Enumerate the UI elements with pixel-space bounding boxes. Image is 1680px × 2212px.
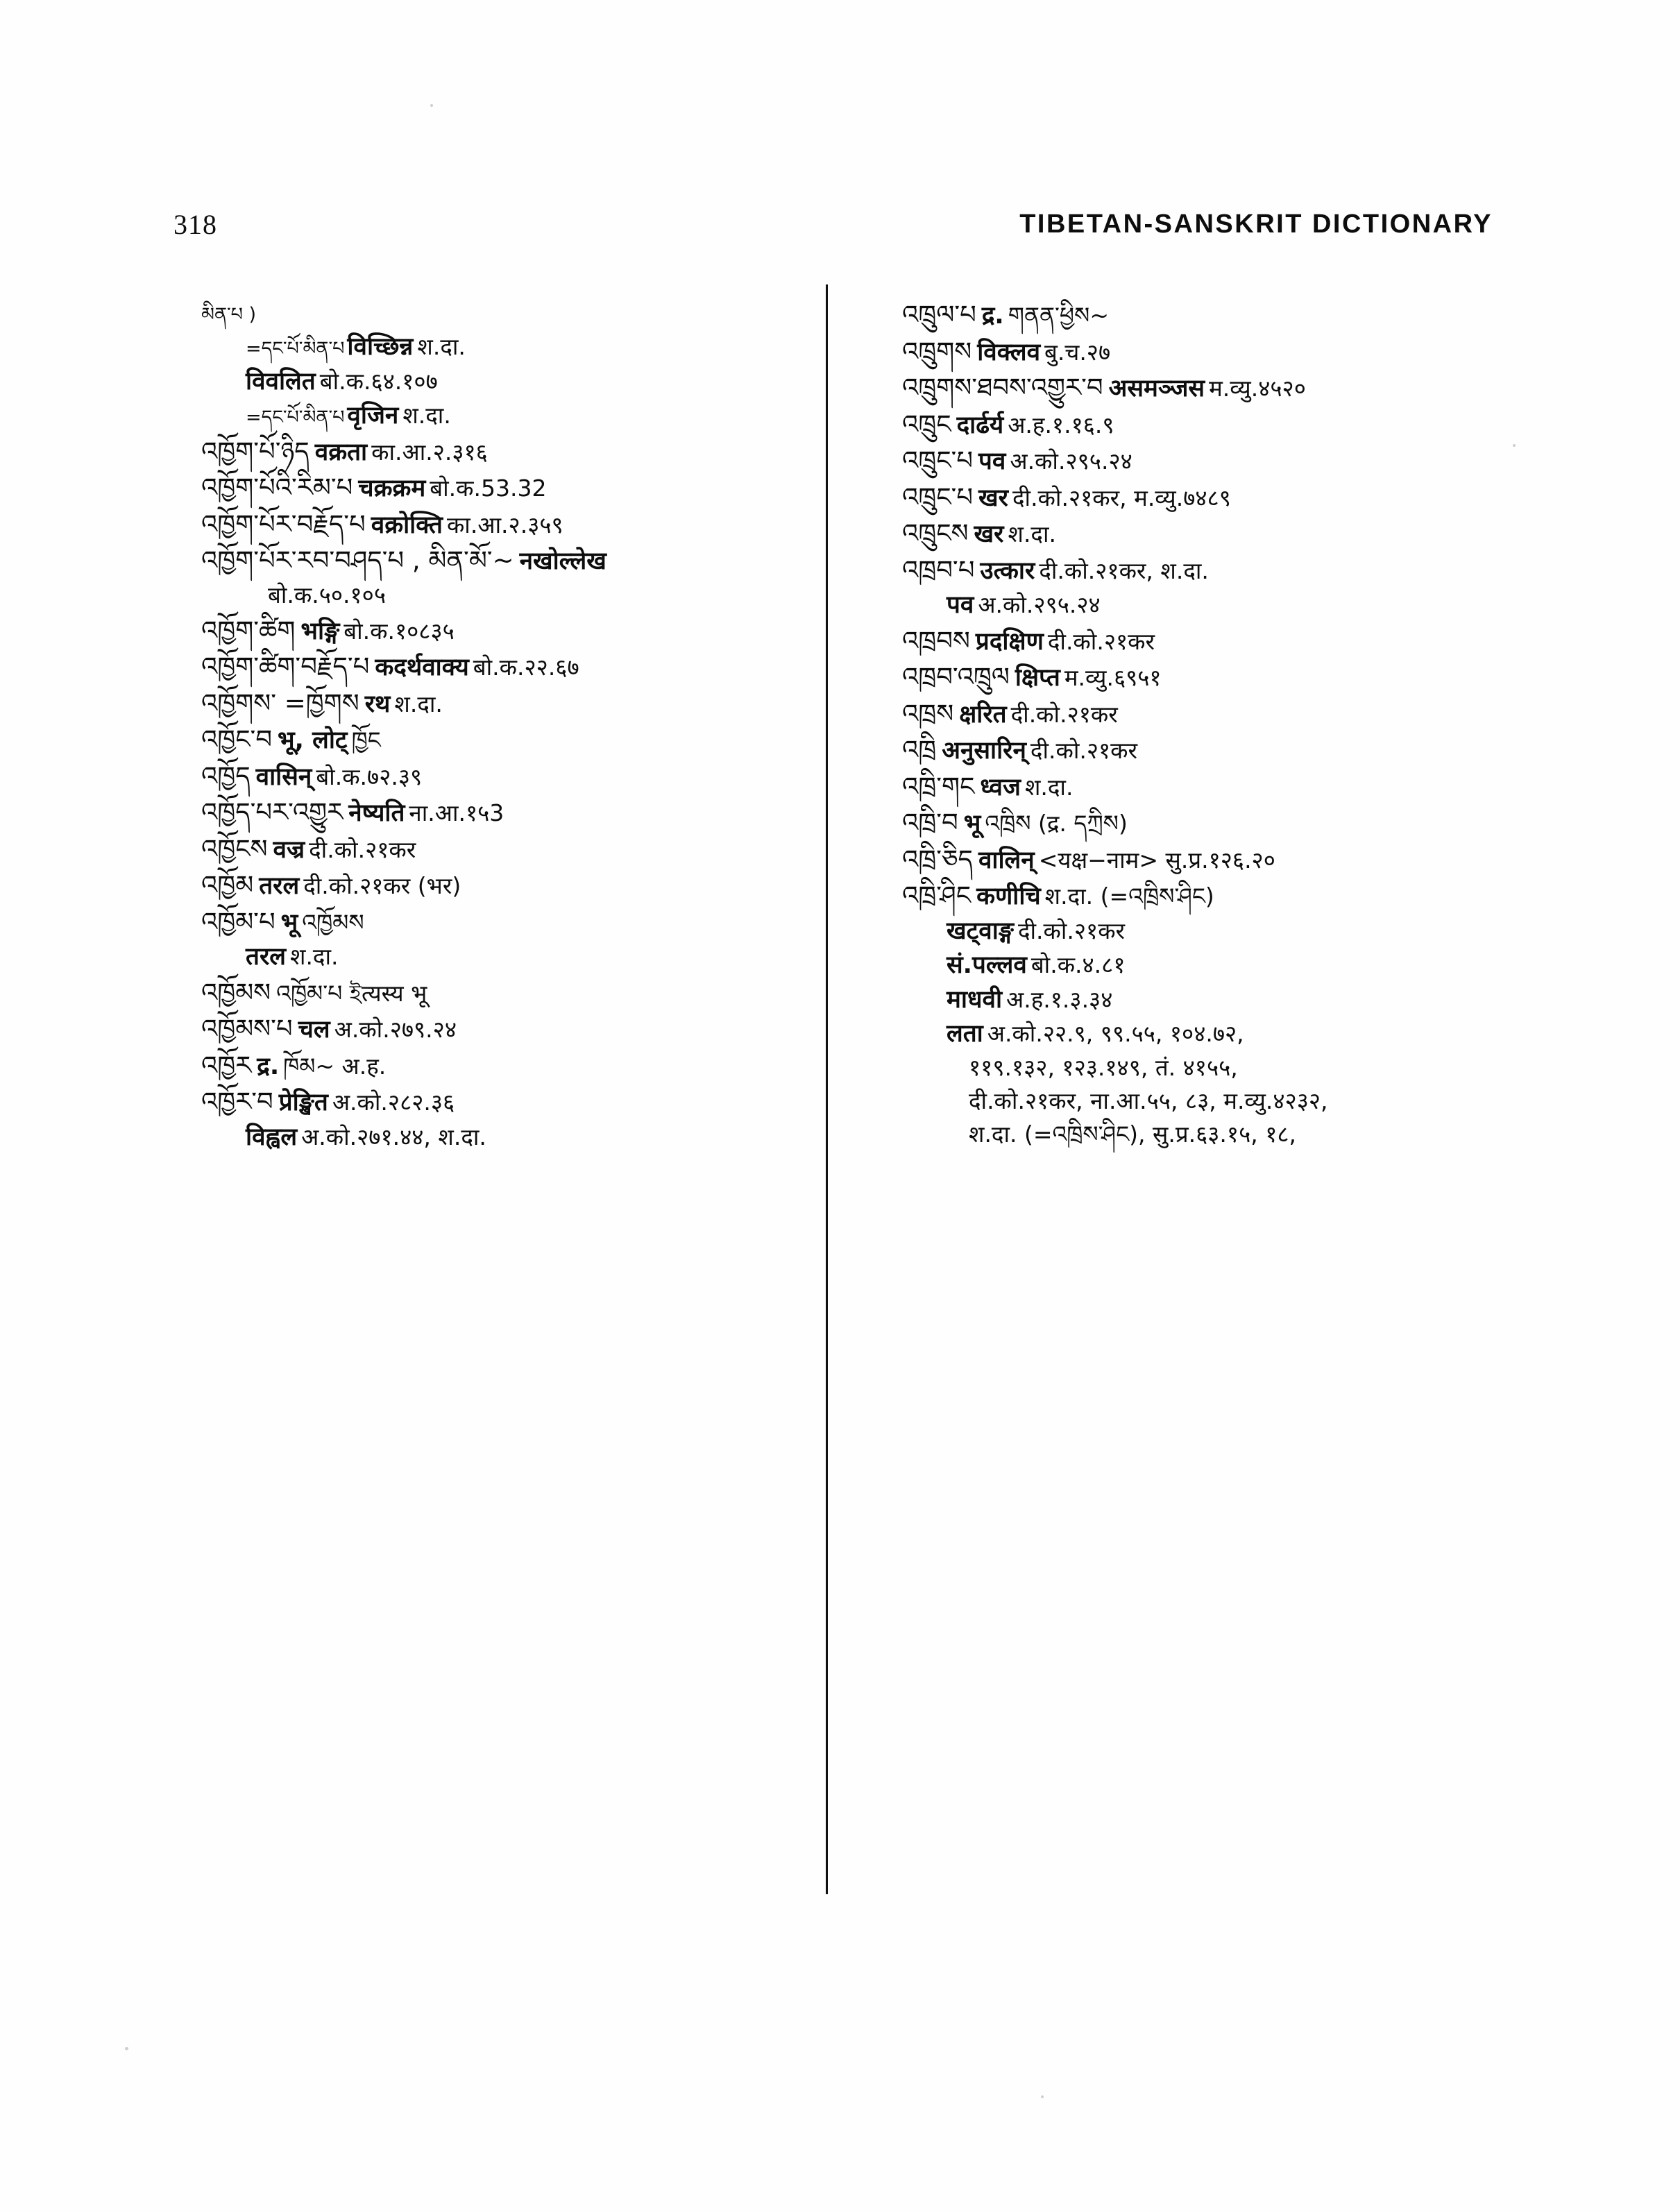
column-left	[201, 298, 784, 1887]
entry-gloss-sanskrit: द्र.	[981, 302, 1004, 330]
dictionary-entry	[902, 879, 1485, 913]
entry-gloss-sanskrit: दार्ढर्य	[956, 411, 1004, 439]
dictionary-entry	[201, 366, 784, 398]
entry-headword-tibetan: འཁྲི་ཤིང	[902, 880, 971, 910]
entry-citation-reference: बो.क.५०.१०५	[268, 581, 387, 609]
entry-gloss-sanskrit: खट्वाङ्ग	[947, 917, 1014, 945]
entry-gloss-sanskrit: वक्रोक्ति	[371, 511, 443, 539]
entry-gloss-sanskrit: अनुसारिन्	[942, 737, 1026, 765]
dictionary-entry	[902, 335, 1485, 369]
entry-headword-tibetan: འཁྲུགས	[902, 336, 972, 366]
entry-citation-reference: दी.को.२१कर	[1047, 627, 1155, 655]
dictionary-entry	[902, 408, 1485, 442]
dictionary-entry	[902, 1019, 1485, 1050]
entry-gloss-sanskrit: पव	[947, 591, 974, 619]
dictionary-entry	[902, 661, 1485, 695]
entry-headword-tibetan: འཁྲུངས	[902, 518, 969, 548]
entry-citation-reference: दी.को.२१कर	[1017, 917, 1126, 944]
entry-headword-tibetan: འཁྱོར་བ	[201, 1087, 273, 1117]
entry-headword-tibetan: འཁྱོག་ཚིག	[201, 615, 296, 645]
entry-gloss-sanskrit: भङ्गि	[300, 617, 340, 645]
entry-citation-reference: अ.को.२९५.२४	[1010, 448, 1132, 475]
dictionary-entry	[201, 869, 784, 903]
dictionary-entry	[902, 1087, 1485, 1117]
entry-citation-reference: གནན་ཕྱིས~	[1008, 302, 1109, 329]
dictionary-entry	[902, 554, 1485, 588]
entry-citation-reference: འཁྱོམ་པ ইत्यस्य भू	[276, 979, 427, 1007]
entry-headword-tibetan: འཁྱོར	[201, 1050, 252, 1080]
dictionary-entry	[201, 298, 784, 329]
dictionary-entry	[201, 614, 784, 648]
dictionary-entry	[201, 905, 784, 939]
dictionary-entry	[201, 942, 784, 973]
entry-citation-reference: बो.क.१०८३५	[343, 617, 455, 645]
dictionary-entry	[902, 697, 1485, 731]
entry-gloss-sanskrit: असमञ्जस	[1108, 375, 1205, 402]
entry-citation-reference: अ.ह.१.१६.९	[1008, 411, 1114, 439]
entry-citation-reference: अ.ह.१.३.३४	[1006, 985, 1113, 1013]
entry-headword-tibetan: འཁྱོམ	[201, 870, 254, 901]
entry-headword-tibetan: འཁྲས	[902, 698, 954, 729]
entry-citation-reference: श.दा.	[394, 690, 443, 717]
entry-headword-tibetan: འཁྱོག་པོར་བརྗོད་པ	[201, 509, 366, 539]
entry-headword-tibetan: འཁྱོངས	[201, 833, 268, 864]
dictionary-entry	[201, 976, 784, 1010]
entry-headword-tibetan: འཁྲི་བ	[902, 808, 958, 837]
entry-gloss-sanskrit: प्रेङ्खित	[278, 1089, 328, 1117]
entry-citation-reference: दी.को.२१कर, श.दा.	[1039, 556, 1209, 584]
dictionary-entry	[902, 1053, 1485, 1084]
entry-citation-reference: दी.को.२१कर	[309, 835, 416, 863]
entry-headword-tibetan: འཁྱོམས་པ	[201, 1014, 293, 1044]
paper-speck	[1513, 444, 1516, 447]
entry-citation-reference: ११९.१३२, १२३.१४९, तं. ४१५५,	[969, 1053, 1238, 1081]
entry-headword-tibetan: འཁྱོག་པོའི་རིམ་པ	[201, 473, 353, 503]
dictionary-entry	[902, 590, 1485, 622]
dictionary-entry	[201, 1122, 784, 1154]
dictionary-entry	[201, 508, 784, 542]
entry-gloss-sanskrit: वृजिन	[347, 402, 399, 430]
entry-headword-tibetan: འཁྱོག་པོ་ཉིད	[201, 436, 309, 466]
dictionary-entry	[902, 371, 1485, 405]
entry-headword-tibetan: འཁྲུལ་པ	[902, 300, 976, 330]
entry-citation-reference: श.दा.	[417, 333, 466, 361]
entry-citation-reference: अ.को.२७१.४४, श.दा.	[301, 1123, 486, 1150]
entry-gloss-sanskrit: विक्लव	[977, 338, 1041, 366]
dictionary-entry	[902, 950, 1485, 982]
entry-headword-tibetan: འཁྲུང	[902, 409, 951, 439]
column-right	[902, 298, 1485, 1887]
entry-gloss-sanskrit: नखोल्लेख	[519, 547, 606, 576]
entry-headword-tibetan: འཁྱོང་བ	[201, 724, 273, 755]
entry-gloss-sanskrit: चक्रक्रम	[358, 475, 426, 503]
entry-citation-reference: ཁྱོང	[351, 726, 381, 754]
entry-gloss-sanskrit: प्रदक्षिण	[975, 627, 1044, 656]
entry-gloss-sanskrit: तरल	[246, 943, 286, 971]
entry-gloss-sanskrit: भू	[963, 810, 981, 837]
entry-gloss-sanskrit: माधवी	[947, 985, 1003, 1014]
entry-citation-reference: श.दा.	[1008, 520, 1056, 547]
entry-citation-reference: बो.क.४.८१	[1030, 951, 1126, 978]
entry-headword-tibetan: འཁྲབ་པ	[902, 554, 975, 585]
column-divider-rule	[826, 284, 828, 1894]
dictionary-entry	[902, 444, 1485, 478]
dictionary-entry	[902, 843, 1485, 877]
entry-crossref-tibetan: =དང་པོ་མིན་པ	[246, 338, 345, 360]
entry-citation-reference: बो.क.53.32	[430, 475, 547, 502]
entry-gloss-sanskrit: क्षिप्त	[1015, 664, 1060, 692]
entry-gloss-sanskrit: विवलित	[246, 367, 316, 395]
entry-gloss-sanskrit: नेष्यति	[348, 799, 405, 828]
entry-gloss-sanskrit: चल	[298, 1016, 330, 1044]
dictionary-entry	[902, 481, 1485, 515]
dictionary-entry	[902, 298, 1485, 332]
dictionary-entry	[201, 400, 784, 432]
dictionary-entry	[902, 733, 1485, 767]
entry-citation-reference: दी.को.२१कर	[1010, 700, 1118, 728]
dictionary-entry	[201, 544, 784, 578]
entry-headword-tibetan: འཁྲི་གང	[902, 771, 975, 801]
entry-citation-reference: अ.को.२७९.२४	[334, 1016, 457, 1044]
entry-gloss-sanskrit: खर	[978, 484, 1008, 512]
dictionary-entry	[201, 796, 784, 830]
entry-citation-reference: श.दा.	[1024, 773, 1074, 801]
entry-citation-reference: ना.आ.१५3	[409, 799, 504, 827]
entry-gloss-sanskrit: वालिन्	[978, 846, 1035, 874]
dictionary-entry	[201, 435, 784, 469]
entry-headword-tibetan: འཁྱོད་པར་འགྱུར	[201, 797, 343, 828]
entry-gloss-sanskrit: सं.पल्लव	[947, 951, 1027, 979]
dictionary-entry	[902, 916, 1485, 948]
entry-citation-reference: दी.को.२१कर, म.व्यु.७४८९	[1012, 484, 1231, 511]
entry-headword-tibetan: འཁྲི་ཅིད	[902, 844, 973, 874]
dictionary-entry	[902, 985, 1485, 1016]
entry-headword-tibetan: འཁྲུང་པ	[902, 445, 974, 475]
dictionary-entry	[201, 1012, 784, 1046]
entry-headword-tibetan: འཁྱོག་ཚིག་བརྗོད་པ	[201, 652, 370, 682]
entry-headword-tibetan: འཁྱོད	[201, 760, 251, 791]
entry-gloss-sanskrit: ध्वज	[980, 773, 1021, 801]
entry-citation-reference: बु.च.२७	[1044, 338, 1111, 366]
page-number: 318	[173, 209, 217, 240]
entry-citation-reference: <यक्ष−नाम> सु.प्र.१२६.२०	[1038, 846, 1275, 874]
dictionary-entry	[201, 581, 784, 611]
entry-citation-reference: का.आ.२.३१६	[371, 438, 488, 466]
running-head-title: TIBETAN-SANSKRIT DICTIONARY	[1019, 210, 1493, 239]
entry-citation-reference: बो.क.६४.१०७	[319, 367, 438, 395]
paper-speck	[430, 104, 433, 107]
text-columns	[201, 298, 1506, 1887]
dictionary-entry	[902, 517, 1485, 551]
dictionary-entry	[902, 806, 1485, 840]
entry-gloss-sanskrit: रथ	[364, 690, 391, 718]
dictionary-entry	[902, 770, 1485, 804]
entry-gloss-sanskrit: वासिन्	[255, 763, 312, 791]
paper-speck	[1041, 2095, 1044, 2098]
entry-headword-tibetan: འཁྱོམ་པ	[201, 906, 275, 937]
paper-speck	[125, 2047, 128, 2050]
entry-gloss-sanskrit: लता	[947, 1020, 983, 1048]
entry-citation-reference: अ.को.२२.९, ९९.५५, १०४.७२,	[987, 1020, 1244, 1047]
entry-gloss-sanskrit: कणीचि	[976, 883, 1041, 910]
entry-headword-tibetan: འཁྲབས	[902, 625, 970, 656]
entry-gloss-sanskrit: वज्र	[273, 835, 305, 864]
entry-citation-reference: འཁྲིས (द्र. དཀྲིས)	[985, 810, 1128, 837]
entry-headword-tibetan: འཁྱོགས་ =ཁྱོགས	[201, 688, 359, 718]
entry-citation-reference: का.आ.२.३५९	[446, 511, 563, 538]
entry-crossref-tibetan: =དང་པོ་མིན་པ	[246, 407, 345, 429]
entry-headword-tibetan: འཁྲུགས་ཐབས་འགྱུར་བ	[902, 373, 1103, 402]
entry-gloss-sanskrit: पव	[978, 448, 1006, 475]
entry-citation-reference: अ.को.२९५.२४	[978, 591, 1101, 618]
page-header	[173, 208, 1507, 250]
dictionary-entry	[902, 1120, 1485, 1150]
entry-gloss-sanskrit: भू, लोट्	[278, 726, 348, 755]
entry-gloss-sanskrit: भू	[280, 908, 298, 937]
entry-headword-tibetan: འཁྲབ་འཁྲུལ	[902, 662, 1010, 692]
dictionary-entry	[201, 760, 784, 794]
entry-citation-reference: दी.को.२१कर	[1030, 737, 1138, 764]
entry-citation-reference: अ.को.२८२.३६	[332, 1089, 455, 1116]
dictionary-entry	[201, 471, 784, 505]
dictionary-entry	[201, 650, 784, 684]
entry-gloss-sanskrit: द्र.	[257, 1052, 280, 1080]
entry-citation-reference: दी.को.२१कर (भर)	[303, 872, 461, 900]
entry-citation-reference: འཁྱོམས	[302, 908, 364, 936]
dictionary-entry	[201, 1085, 784, 1119]
entry-citation-reference: ཁོམ~ अ.ह.	[283, 1052, 387, 1080]
entry-citation-reference: म.व्यु.६९५१	[1064, 664, 1162, 691]
entry-headword-tibetan: འཁྱོག་པོར་རབ་བཤད་པ , མིན་མོ་~	[201, 545, 514, 576]
entry-gloss-sanskrit: उत्कार	[980, 556, 1035, 585]
entry-citation-reference: दी.को.२१कर, ना.आ.५५, ८३, म.व्यु.४२३२,	[969, 1087, 1328, 1114]
entry-gloss-sanskrit: कदर्थवाक्य	[375, 654, 469, 682]
dictionary-entry	[902, 624, 1485, 658]
entry-crossref-tibetan: མིན་པ )	[201, 304, 257, 325]
entry-headword-tibetan: འཁྱོམས	[201, 977, 271, 1007]
entry-gloss-sanskrit: क्षरित	[959, 700, 1007, 729]
entry-citation-reference: श.दा.	[402, 402, 451, 429]
dictionary-entry	[201, 332, 784, 364]
dictionary-entry	[201, 1049, 784, 1083]
entry-citation-reference: श.दा.	[290, 943, 339, 971]
entry-citation-reference: बो.क.२२.६७	[473, 654, 579, 681]
entry-citation-reference: श.दा. (=འཁྲིས་ཤིང), सु.प्र.६३.१५, १८,	[969, 1120, 1297, 1148]
entry-gloss-sanskrit: विह्वल	[246, 1123, 298, 1151]
entry-gloss-sanskrit: तरल	[259, 872, 300, 901]
entry-citation-reference: बो.क.७२.३९	[316, 763, 423, 790]
entry-headword-tibetan: འཁྲུང་པ	[902, 482, 974, 512]
entry-headword-tibetan: འཁྲི	[902, 735, 937, 765]
entry-gloss-sanskrit: विच्छिन्न	[347, 333, 414, 361]
dictionary-entry	[201, 687, 784, 721]
entry-gloss-sanskrit: खर	[974, 520, 1004, 548]
entry-citation-reference: श.दा. (=འཁྲིས་ཤིང)	[1044, 883, 1214, 910]
entry-gloss-sanskrit: वक्रता	[314, 438, 368, 466]
entry-citation-reference: म.व्यु.४५२०	[1209, 375, 1306, 402]
dictionary-entry	[201, 833, 784, 867]
dictionary-entry	[201, 723, 784, 757]
